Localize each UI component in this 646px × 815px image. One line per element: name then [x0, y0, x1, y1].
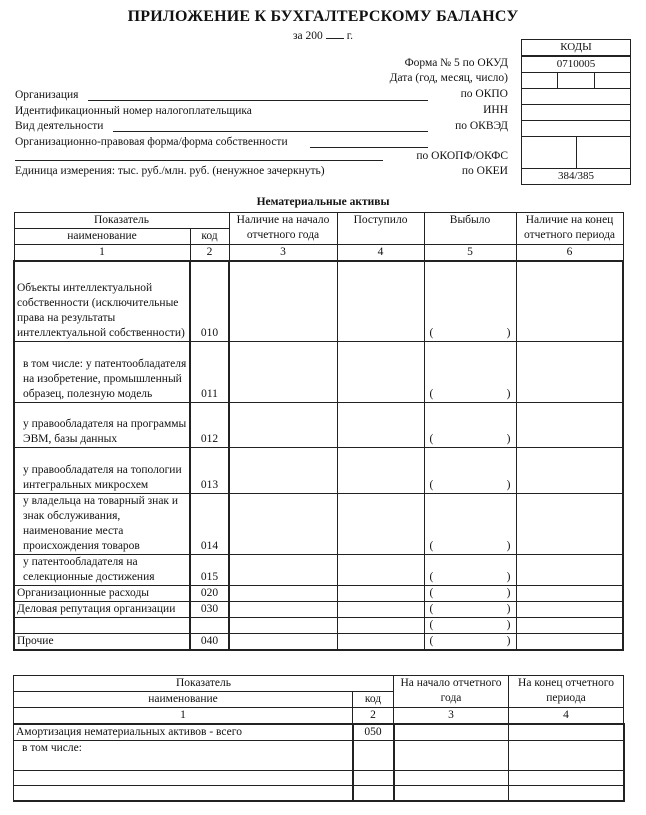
open-paren: ( [429, 618, 434, 631]
row-name: Прочие [14, 633, 190, 650]
row-name [14, 786, 353, 801]
disposed-value-cell[interactable] [424, 633, 516, 650]
disposed-value-cell[interactable] [424, 402, 516, 447]
row-code: 013 [190, 447, 229, 493]
close-paren: ) [506, 326, 511, 339]
date-year-field[interactable] [522, 73, 557, 88]
col-number: 6 [516, 245, 623, 262]
end-value-cell[interactable] [516, 341, 623, 402]
header-end: Наличие на конец отчетного периода [516, 213, 623, 245]
start-value-cell[interactable] [394, 724, 509, 741]
disposed-value-cell[interactable] [424, 601, 516, 617]
received-value-cell[interactable] [337, 601, 424, 617]
row-name: Объекты интеллектуальной собственности (исключительные права на результаты интеллектуальной собственности) [14, 261, 190, 341]
amort-header-row [14, 676, 624, 692]
end-value-cell[interactable] [516, 402, 623, 447]
table-row [14, 585, 623, 601]
disposed-value-cell[interactable] [424, 493, 516, 554]
row-name: Организационные расходы [14, 585, 190, 601]
end-value-cell[interactable] [516, 554, 623, 585]
row-code: 012 [190, 402, 229, 447]
row-code: 011 [190, 341, 229, 402]
date-month-field[interactable] [557, 73, 593, 88]
received-value-cell[interactable] [337, 554, 424, 585]
close-paren: ) [506, 432, 511, 445]
row-code: 050 [353, 724, 394, 741]
close-paren: ) [506, 586, 511, 599]
table-row [14, 633, 623, 650]
received-value-cell[interactable] [337, 493, 424, 554]
received-value-cell[interactable] [337, 261, 424, 341]
inn-label: ИНН [483, 104, 508, 116]
col-number: 4 [337, 245, 424, 262]
start-value-cell[interactable] [229, 633, 337, 650]
okpo-field[interactable] [522, 89, 630, 104]
intangibles-table [13, 212, 624, 651]
end-value-cell[interactable] [509, 724, 624, 741]
period-prefix: за 200 [292, 30, 323, 42]
received-value-cell[interactable] [337, 617, 424, 633]
okfs-field[interactable] [576, 137, 631, 168]
row-name: у правообладателя на программы ЭВМ, базы данных [14, 402, 190, 447]
col-number: 3 [229, 245, 337, 262]
period-suffix: г. [346, 30, 354, 42]
row-code [190, 617, 229, 633]
row-name [14, 617, 190, 633]
row-code: 040 [190, 633, 229, 650]
col-number: 1 [14, 245, 190, 262]
table-row [14, 786, 624, 801]
table-row [14, 493, 623, 554]
open-paren: ( [429, 539, 434, 552]
received-value-cell[interactable] [337, 633, 424, 650]
col-number: 2 [190, 245, 229, 262]
okopf-label: по ОКОПФ/ОКФС [416, 150, 508, 162]
end-value-cell[interactable] [516, 601, 623, 617]
okved-label: по ОКВЭД [455, 120, 508, 132]
activity-field[interactable] [113, 131, 428, 132]
inn-full-label: Идентификационный номер налогоплательщика [15, 105, 252, 117]
row-code: 020 [190, 585, 229, 601]
open-paren: ( [429, 570, 434, 583]
table-row [14, 554, 623, 585]
start-value-cell[interactable] [229, 601, 337, 617]
header-received: Поступило [337, 213, 424, 245]
disposed-value-cell[interactable] [424, 447, 516, 493]
end-value-cell[interactable] [516, 493, 623, 554]
end-value-cell[interactable] [516, 585, 623, 601]
amort-header-indicator: Показатель [14, 676, 394, 692]
close-paren: ) [506, 602, 511, 615]
period-year-field[interactable] [326, 28, 344, 39]
start-value-cell[interactable] [229, 585, 337, 601]
row-name: Деловая репутация организации [14, 601, 190, 617]
date-label: Дата (год, месяц, число) [389, 72, 508, 84]
row-code [353, 771, 394, 786]
start-value-cell[interactable] [229, 341, 337, 402]
start-value-cell[interactable] [394, 771, 509, 786]
start-value-cell[interactable] [229, 447, 337, 493]
disposed-parentheses [427, 326, 514, 341]
received-value-cell[interactable] [337, 447, 424, 493]
disposed-parentheses [427, 478, 514, 493]
col-number: 2 [353, 708, 394, 725]
start-value-cell[interactable] [229, 554, 337, 585]
legal-form-field-continued[interactable] [15, 160, 383, 161]
disposed-parentheses [427, 387, 514, 402]
disposed-value-cell[interactable] [424, 585, 516, 601]
end-value-cell[interactable] [509, 741, 624, 771]
table-row [14, 261, 623, 341]
table-row [14, 724, 624, 741]
disposed-parentheses [427, 634, 514, 649]
row-code: 015 [190, 554, 229, 585]
amort-header-name: наименование [14, 692, 353, 708]
close-paren: ) [506, 478, 511, 491]
received-value-cell[interactable] [337, 402, 424, 447]
amort-header-end: На конец отчетного периода [509, 676, 624, 708]
col-number: 1 [14, 708, 353, 725]
codes-box [521, 39, 631, 185]
open-paren: ( [429, 478, 434, 491]
header-code: код [190, 229, 229, 245]
row-name: в том числе: [14, 741, 353, 771]
row-name: у правообладателя на топологии интегральных микросхем [14, 447, 190, 493]
row-code: 010 [190, 261, 229, 341]
okved-code [522, 120, 630, 136]
amort-header-code: код [353, 692, 394, 708]
column-numbers-row [14, 245, 623, 262]
section-title-intangibles: Нематериальные активы [256, 196, 390, 208]
okpo-code [522, 88, 630, 104]
okud-label: Форма № 5 по ОКУД [404, 57, 508, 69]
close-paren: ) [506, 570, 511, 583]
table-row [14, 601, 623, 617]
row-name: в том числе: у патентообладателя на изобретение, промышленный образец, полезную модель [14, 341, 190, 402]
end-value-cell[interactable] [509, 786, 624, 801]
disposed-value-cell[interactable] [424, 554, 516, 585]
close-paren: ) [506, 387, 511, 400]
open-paren: ( [429, 586, 434, 599]
unit-label: Единица измерения: тыс. руб./млн. руб. (ненужное зачеркнуть) [15, 165, 325, 177]
close-paren: ) [506, 618, 511, 631]
table-row [14, 447, 623, 493]
start-value-cell[interactable] [229, 617, 337, 633]
header-start: Наличие на начало отчетного года [229, 213, 337, 245]
open-paren: ( [429, 634, 434, 647]
end-value-cell[interactable] [516, 261, 623, 341]
date-day-field[interactable] [594, 73, 630, 88]
table-row [14, 341, 623, 402]
row-name: Амортизация нематериальных активов - всего [14, 724, 353, 741]
okopf-field[interactable] [522, 137, 576, 168]
end-value-cell[interactable] [516, 447, 623, 493]
open-paren: ( [429, 387, 434, 400]
okud-code: 0710005 [522, 55, 630, 72]
row-code [353, 741, 394, 771]
start-value-cell[interactable] [229, 402, 337, 447]
row-code: 014 [190, 493, 229, 554]
received-value-cell[interactable] [337, 341, 424, 402]
row-code: 030 [190, 601, 229, 617]
open-paren: ( [429, 602, 434, 615]
okpo-label: по ОКПО [460, 88, 508, 100]
disposed-parentheses [427, 586, 514, 601]
start-value-cell[interactable] [229, 493, 337, 554]
close-paren: ) [506, 539, 511, 552]
end-value-cell[interactable] [509, 771, 624, 786]
end-value-cell[interactable] [516, 633, 623, 650]
inn-field[interactable] [522, 105, 630, 120]
start-value-cell[interactable] [394, 786, 509, 801]
row-code [353, 786, 394, 801]
header-disposed: Выбыло [424, 213, 516, 245]
header-indicator: Показатель [14, 213, 229, 229]
document-title: ПРИЛОЖЕНИЕ К БУХГАЛТЕРСКОМУ БАЛАНСУ [127, 8, 519, 25]
inn-code [522, 104, 630, 120]
start-value-cell[interactable] [229, 261, 337, 341]
disposed-parentheses [427, 618, 514, 633]
amortization-table [13, 675, 625, 802]
table-row [14, 741, 624, 771]
okopf-code [522, 136, 630, 168]
date-code [522, 72, 630, 88]
disposed-parentheses [427, 432, 514, 447]
row-name: у владельца на товарный знак и знак обслуживания, наименование места происхождения товаров [14, 493, 190, 554]
disposed-parentheses [427, 602, 514, 617]
disposed-value-cell[interactable] [424, 617, 516, 633]
table-row [14, 617, 623, 633]
table-row [14, 771, 624, 786]
header-name: наименование [14, 229, 190, 245]
amort-column-numbers-row [14, 708, 624, 725]
received-value-cell[interactable] [337, 585, 424, 601]
close-paren: ) [506, 634, 511, 647]
start-value-cell[interactable] [394, 741, 509, 771]
open-paren: ( [429, 432, 434, 445]
organization-label: Организация [15, 89, 79, 101]
disposed-value-cell[interactable] [424, 261, 516, 341]
disposed-parentheses [427, 570, 514, 585]
disposed-value-cell[interactable] [424, 341, 516, 402]
row-name [14, 771, 353, 786]
legal-form-label: Организационно-правовая форма/форма собственности [15, 136, 288, 148]
organization-field[interactable] [88, 100, 428, 101]
activity-label: Вид деятельности [15, 120, 104, 132]
table-row [14, 402, 623, 447]
okei-code: 384/385 [522, 168, 630, 184]
disposed-parentheses [427, 539, 514, 554]
codes-title: КОДЫ [560, 41, 592, 53]
open-paren: ( [429, 326, 434, 339]
okved-field[interactable] [522, 121, 630, 136]
col-number: 3 [394, 708, 509, 725]
end-value-cell[interactable] [516, 617, 623, 633]
legal-form-field[interactable] [310, 147, 428, 148]
row-name: у патентообладателя на селекционные достижения [14, 554, 190, 585]
col-number: 5 [424, 245, 516, 262]
col-number: 4 [509, 708, 624, 725]
okei-label: по ОКЕИ [461, 165, 508, 177]
amort-header-start: На начало отчетного года [394, 676, 509, 708]
header-row [14, 213, 623, 229]
